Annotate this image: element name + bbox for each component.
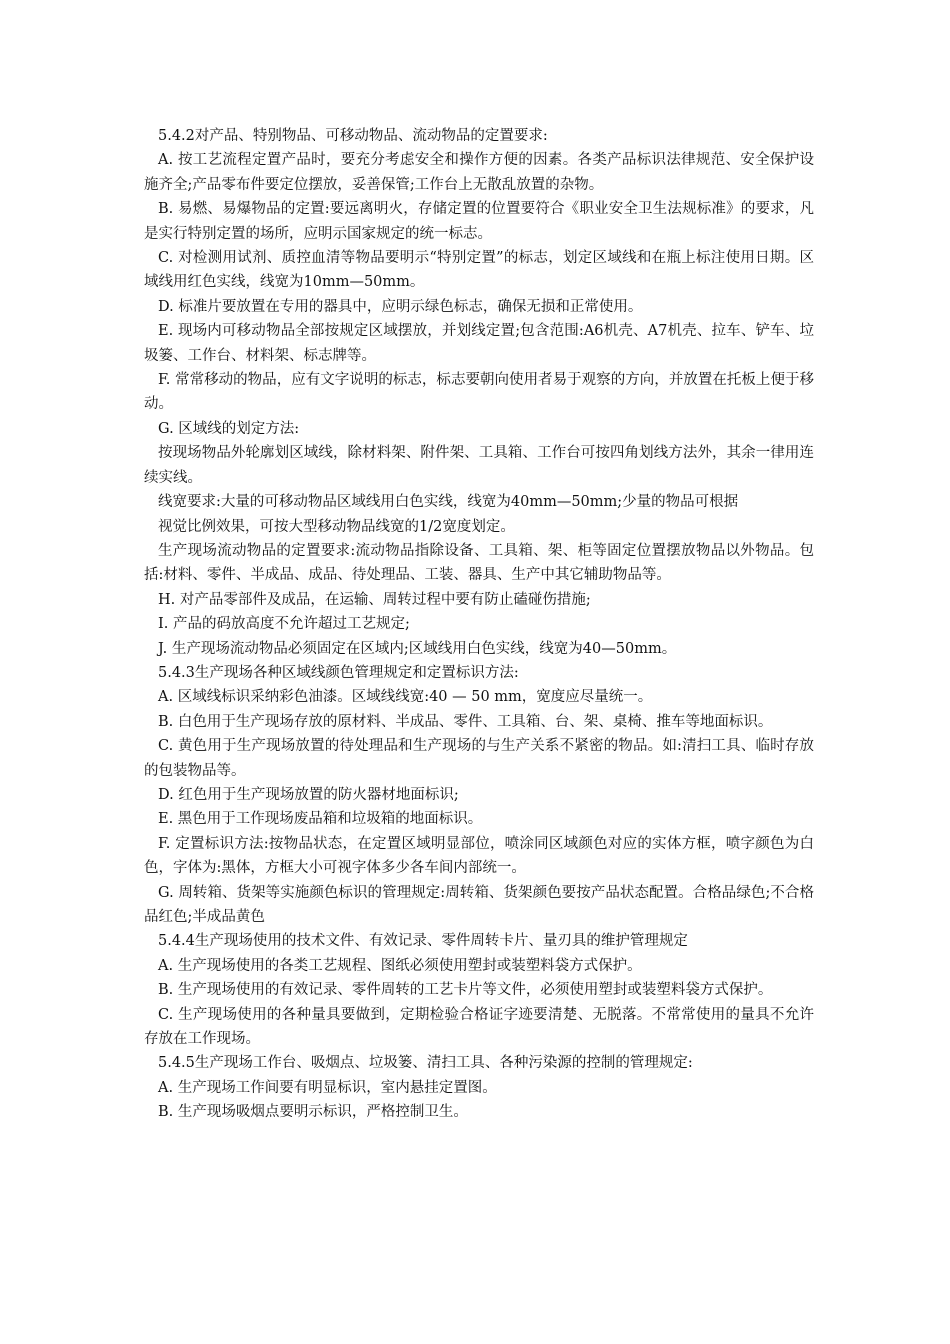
paragraph-e-black: E. 黑色用于工作现场废品箱和垃圾箱的地面标识。 — [158, 811, 483, 828]
paragraph-f-marking-method: F. 定置标识方法:按物品状态，在定置区域明显部位，喷涂同区域颜色对应的实体方框，喷字颜色为白色，字体为:黑体，方框大小可视字体多少各车间内部统一。 — [144, 835, 814, 877]
paragraph-area-line-method: 按现场物品外轮廓划区域线，除材料架、附件架、工具箱、工作台可按四角划线方法外，其余一律用连续实线。 — [144, 445, 814, 486]
paragraph-d-standard-pieces: D. 标准片要放置在专用的器具中，应明示绿色标志，确保无损和正常使用。 — [158, 298, 643, 315]
paragraph-b-records: B. 生产现场使用的有效记录、零件周转的工艺卡片等文件，必须使用塑封或装塑料袋方式保护。 — [158, 982, 773, 999]
paragraph-a-workroom: A. 生产现场工作间要有明显标识，室内悬挂定置图。 — [158, 1079, 497, 1096]
paragraph-j-fixed-area: J. 生产现场流动物品必须固定在区域内;区域线用白色实线，线宽为40—50mm。 — [158, 640, 677, 657]
paragraph-flowing-items: 生产现场流动物品的定置要求:流动物品指除设备、工具箱、架、柜等固定位置摆放物品以外物品。包括:材料、零件、半成品、成品、待处理品、工装、器具、生产中其它辅助物品等。 — [144, 542, 814, 584]
section-heading-5-4-5: 5.4.5生产现场工作台、吸烟点、垃圾篓、清扫工具、各种污染源的控制的管理规定: — [158, 1055, 693, 1072]
paragraph-f-frequently-moved: F. 常常移动的物品，应有文字说明的标志，标志要朝向使用者易于观察的方向，并放置在托板上便于移动。 — [144, 372, 814, 413]
document-page — [144, 124, 814, 1125]
paragraph-a-product-placement: A. 按工艺流程定置产品时，要充分考虑安全和操作方便的因素。各类产品标识法律规范、安全保护设施齐全;产品零布件要定位摆放，妥善保管;工作台上无散乱放置的杂物。 — [144, 152, 814, 193]
paragraph-e-movable-items: E. 现场内可移动物品全部按规定区域摆放，并划线定置;包含范围:A6机壳、A7机壳、拉车、铲车、垃圾篓、工作台、材料架、标志牌等。 — [144, 323, 814, 364]
paragraph-g-color-rules: G. 周转箱、货架等实施颜色标识的管理规定:周转箱、货架颜色要按产品状态配置。合格品绿色;不合格品红色;半成品黄色 — [144, 884, 814, 925]
paragraph-a-paint: A. 区域线标识采纳彩色油漆。区域线线宽:40 — 50 mm，宽度应尽量统一。 — [158, 689, 653, 706]
paragraph-c-yellow: C. 黄色用于生产现场放置的待处理品和生产现场的与生产关系不紧密的物品。如:清扫工具、临时存放的包装物品等。 — [144, 738, 814, 779]
section-heading-5-4-4: 5.4.4生产现场使用的技术文件、有效记录、零件周转卡片、量刃具的维护管理规定 — [158, 933, 688, 950]
paragraph-g-area-lines: G. 区域线的划定方法: — [158, 420, 300, 437]
paragraph-b-white: B. 白色用于生产现场存放的原材料、半成品、零件、工具箱、台、架、桌椅、推车等地面标识。 — [158, 713, 773, 730]
section-heading-5-4-2: 5.4.2对产品、特别物品、可移动物品、流动物品的定置要求: — [158, 128, 548, 144]
paragraph-b-smoking-point: B. 生产现场吸烟点要明示标识，严格控制卫生。 — [158, 1104, 468, 1121]
paragraph-b-flammable-items: B. 易燃、易爆物品的定置:要远离明火，存储定置的位置要符合《职业安全卫生法规标准》的要求，凡是实行特别定置的场所，应明示国家规定的统一标志。 — [144, 201, 814, 242]
paragraph-h-transport: H. 对产品零部件及成品，在运输、周转过程中要有防止磕碰伤措施; — [158, 591, 591, 608]
paragraph-c-gauges: C. 生产现场使用的各种量具要做到，定期检验合格证字迹要清楚、无脱落。不常常使用的量具不允许存放在工作现场。 — [144, 1006, 814, 1048]
paragraph-i-stack-height: I. 产品的码放高度不允许超过工艺规定; — [158, 616, 410, 633]
paragraph-c-reagents: C. 对检测用试剂、质控血清等物品要明示“特别定置”的标志，划定区域线和在瓶上标注使用日期。区域线用红色实线，线宽为10mm—50mm。 — [144, 250, 814, 291]
section-heading-5-4-3: 5.4.3生产现场各种区域线颜色管理规定和定置标识方法: — [158, 664, 519, 681]
paragraph-line-width: 线宽要求:大量的可移动物品区域线用白色实线，线宽为40mm—50mm;少量的物品可根据 — [158, 494, 739, 511]
paragraph-a-process-docs: A. 生产现场使用的各类工艺规程、图纸必须使用塑封或装塑料袋方式保护。 — [158, 957, 642, 974]
paragraph-visual-ratio: 视觉比例效果，可按大型移动物品线宽的1/2宽度划定。 — [158, 518, 515, 535]
paragraph-d-red: D. 红色用于生产现场放置的防火器材地面标识; — [158, 786, 459, 803]
